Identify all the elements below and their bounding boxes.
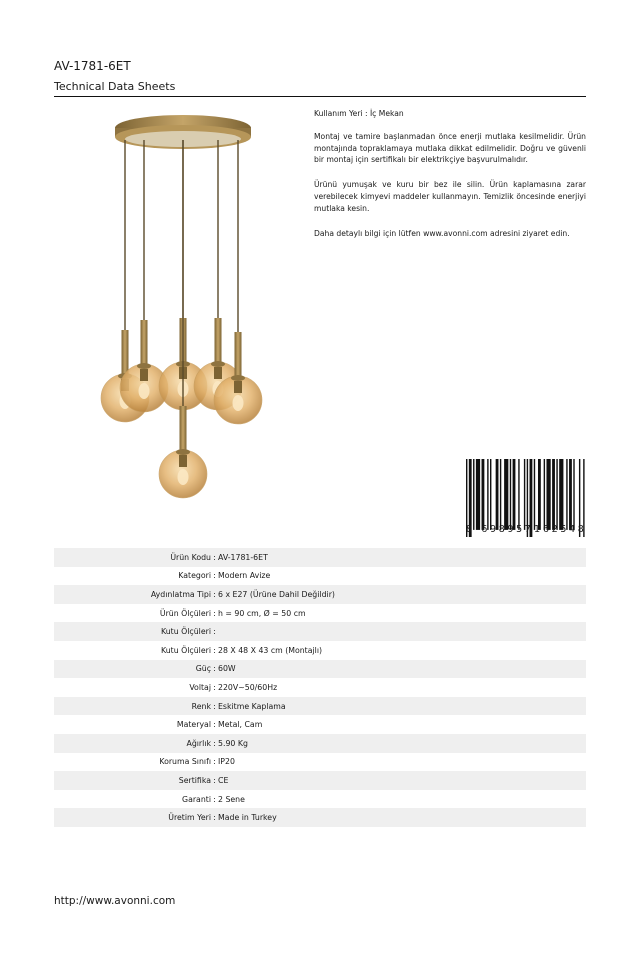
spec-value: CE xyxy=(218,775,229,785)
barcode-digit: 4 xyxy=(569,524,576,535)
spec-separator: : xyxy=(213,738,216,748)
spec-separator: : xyxy=(213,701,216,711)
barcode-digits xyxy=(466,524,586,535)
light-bulb xyxy=(233,395,244,411)
spec-separator: : xyxy=(213,645,216,655)
barcode-digit: 9 xyxy=(490,524,497,535)
spec-key: Kutu Ölçüleri xyxy=(160,645,211,655)
barcode-bar xyxy=(510,459,511,530)
spec-value: Made in Turkey xyxy=(218,813,277,823)
spec-separator: : xyxy=(213,627,216,637)
barcode-bar xyxy=(504,459,508,530)
barcode-bar xyxy=(569,459,572,530)
spec-key: Ürün Ölçüleri xyxy=(159,608,211,618)
light-bulb xyxy=(178,469,189,485)
website-notice: Daha detaylı bilgi için lütfen www.avonni.com adresini ziyaret edin. xyxy=(314,228,570,238)
spec-key: Sertifika xyxy=(178,775,211,785)
pendant-stem xyxy=(215,318,222,368)
spec-key: Voltaj xyxy=(189,682,211,692)
light-bulb xyxy=(139,383,150,399)
usage-info xyxy=(314,108,586,253)
globe-cap xyxy=(137,363,151,369)
spec-row xyxy=(54,771,586,790)
spec-key: Renk xyxy=(191,701,211,711)
spec-row xyxy=(54,641,586,660)
spec-row xyxy=(54,622,586,641)
spec-row xyxy=(54,808,586,827)
globe-cap xyxy=(211,361,225,367)
spec-row xyxy=(54,678,586,697)
barcode-bar xyxy=(546,459,550,530)
barcode-digit: 5 xyxy=(516,524,523,535)
spec-key: Aydınlatma Tipi xyxy=(150,589,211,599)
spec-row xyxy=(54,548,586,567)
spec-value: 6 x E27 (Ürüne Dahil Değildir) xyxy=(218,589,335,599)
barcode-digit: 6 xyxy=(542,524,549,535)
spec-key: Ürün Kodu xyxy=(170,552,211,562)
barcode-bar xyxy=(513,459,516,530)
globe-cap xyxy=(176,449,190,455)
spec-key: Üretim Yeri xyxy=(168,813,211,823)
barcode-bar xyxy=(518,459,519,530)
barcode-digit: 2 xyxy=(551,524,558,535)
header-divider xyxy=(54,96,586,97)
spec-separator: : xyxy=(213,775,216,785)
spec-row xyxy=(54,604,586,623)
barcode-digit: 9 xyxy=(507,524,514,535)
pendant-stem xyxy=(141,320,148,370)
lamp-socket xyxy=(179,455,187,467)
spec-value: 28 X 48 X 43 cm (Montajlı) xyxy=(218,645,323,655)
spec-separator: : xyxy=(213,571,216,581)
barcode-digit: 1 xyxy=(533,524,540,535)
barcode-bar xyxy=(566,459,567,530)
barcode-bar xyxy=(496,459,499,530)
barcode-bar xyxy=(544,459,545,530)
footer-url: http://www.avonni.com xyxy=(54,895,176,907)
barcode-bar xyxy=(524,459,525,530)
barcode-digit: 8 xyxy=(498,524,505,535)
barcode-bar xyxy=(490,459,491,530)
spec-value: 220V~50/60Hz xyxy=(218,682,278,692)
spec-value: 60W xyxy=(218,664,236,674)
spec-key: Güç xyxy=(195,664,211,674)
spec-row xyxy=(54,790,586,809)
chandelier-image xyxy=(88,108,278,508)
barcode-bar xyxy=(559,459,563,530)
spec-value: Eskitme Kaplama xyxy=(218,701,286,711)
spec-key: Ağırlık xyxy=(186,738,211,748)
spec-row xyxy=(54,734,586,753)
spec-value: AV-1781-6ET xyxy=(218,552,268,562)
barcode-bar xyxy=(534,459,535,530)
barcode-bar xyxy=(473,459,474,530)
spec-separator: : xyxy=(213,552,216,562)
spec-row xyxy=(54,567,586,586)
barcode-bar xyxy=(487,459,488,530)
pendant-stem xyxy=(180,406,187,456)
product-code-title: AV-1781-6ET xyxy=(54,59,131,73)
spec-key: Koruma Sınıfı xyxy=(159,757,211,767)
spec-row xyxy=(54,715,586,734)
care-notice: Ürünü yumuşak ve kuru bir bez ile silin. Ürün kaplamasına zarar verebilecek kimyevi maddeler kullanmayın. Temizlik öncesinde enerjiyi mutlaka kesin. xyxy=(314,180,586,213)
usage-location: Kullanım Yeri : İç Mekan xyxy=(314,109,404,118)
spec-separator: : xyxy=(213,589,216,599)
spec-value: h = 90 cm, Ø = 50 cm xyxy=(218,608,306,618)
spec-separator: : xyxy=(213,720,216,730)
globe-cap xyxy=(231,375,245,381)
barcode-digit: 8 xyxy=(577,524,584,535)
barcode-bar xyxy=(482,459,485,530)
spec-row xyxy=(54,585,586,604)
barcode-bar xyxy=(556,459,557,530)
pendant-stem xyxy=(235,332,242,382)
spec-row xyxy=(54,753,586,772)
barcode-bar xyxy=(500,459,501,530)
document-subtitle: Technical Data Sheets xyxy=(54,80,176,93)
spec-value: 2 Sene xyxy=(218,794,245,804)
barcode-digit: 8 xyxy=(466,524,473,535)
spec-separator: : xyxy=(213,682,216,692)
spec-key: Materyal xyxy=(176,720,211,730)
barcode-bar xyxy=(573,459,574,530)
spec-value: Modern Avize xyxy=(218,571,271,581)
barcode-bar xyxy=(552,459,555,530)
spec-value: IP20 xyxy=(218,757,235,767)
spec-key: Garanti xyxy=(182,794,211,804)
lamp-socket xyxy=(234,381,242,393)
spec-separator: : xyxy=(213,813,216,823)
spec-separator: : xyxy=(213,757,216,767)
safety-notice: Montaj ve tamire başlanmadan önce enerji mutlaka kesilmelidir. Ürün montajında topraklamaya mutlaka dikkat edilmelidir. Doğru ve güvenli bir montaj için sertifikalı bir elektrikçiye başvurulmalıdır. xyxy=(314,132,586,165)
lamp-socket xyxy=(214,367,222,379)
spec-separator: : xyxy=(213,608,216,618)
spec-separator: : xyxy=(213,794,216,804)
barcode-digit: 6 xyxy=(481,524,488,535)
spec-value: Metal, Cam xyxy=(218,720,263,730)
spec-separator: : xyxy=(213,664,216,674)
spec-table xyxy=(54,548,586,827)
barcode-bar xyxy=(538,459,541,530)
spec-key: Kutu Ölçüleri xyxy=(160,627,211,637)
lamp-socket xyxy=(140,369,148,381)
spec-key: Kategori xyxy=(178,571,211,581)
barcode-digit: 5 xyxy=(560,524,567,535)
spec-row xyxy=(54,697,586,716)
spec-value: 5.90 Kg xyxy=(218,738,248,748)
barcode-bar xyxy=(476,459,480,530)
spec-row xyxy=(54,660,586,679)
barcode-digit: 7 xyxy=(524,524,531,535)
